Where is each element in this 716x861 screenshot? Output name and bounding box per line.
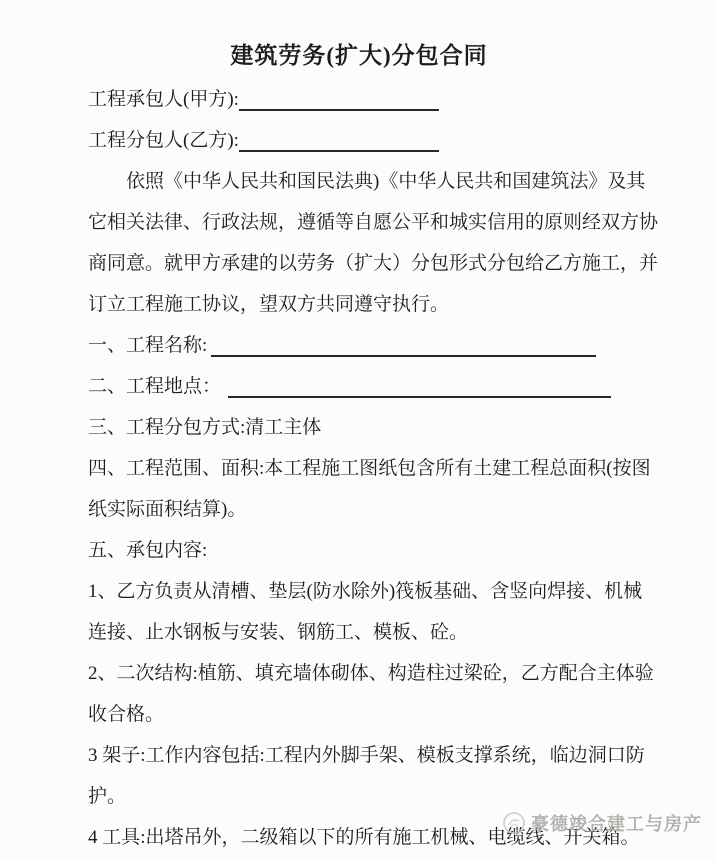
party-b-line xyxy=(88,120,630,161)
clause-scope-line: 四、工程范围、面积:本工程施工图纸包含所有土建工程总面积(按图 xyxy=(88,458,651,479)
party-a-blank-underline xyxy=(239,83,439,111)
clause-project-location-label: 二、工程地点： xyxy=(88,376,222,397)
clause-project-location xyxy=(88,366,630,407)
party-b-label: 工程分包人(乙方): xyxy=(88,130,239,151)
content-item-2-line: 2、二次结构:植筋、填充墙体砌体、构造柱过梁砼，乙方配合主体验 xyxy=(88,663,654,684)
content-item-4-line: 4 工具:出塔吊外，二级箱以下的所有施工机械、电缆线、开关箱。 xyxy=(88,827,640,848)
party-a-line xyxy=(88,79,630,120)
party-a-label: 工程承包人(甲方): xyxy=(88,89,239,110)
document-title: 建筑劳务(扩大)分包合同 xyxy=(230,43,488,68)
party-b-blank-underline xyxy=(239,124,439,152)
watermark-logo-icon xyxy=(502,811,526,835)
watermark-text: 豪德竣合建工与房产 xyxy=(531,814,702,834)
clause-project-name xyxy=(88,325,630,366)
preamble-line: 它相关法律、行政法规，遵循等自愿公平和城实信用的原则经双方协 xyxy=(88,212,659,233)
preamble-line: 订立工程施工协议，望双方共同遵守执行。 xyxy=(88,294,450,315)
content-item-3-line: 3 架子:工作内容包括:工程内外脚手架、模板支撑系统，临边洞口防 xyxy=(88,745,645,766)
clause-content-heading: 五、承包内容: xyxy=(88,540,208,561)
preamble-line: 商同意。就甲方承建的以劳务（扩大）分包形式分包给乙方施工，并 xyxy=(88,253,659,274)
clause-scope-line: 纸实际面积结算)。 xyxy=(88,499,247,520)
content-item-1-line: 连接、止水钢板与安装、钢筋工、模板、砼。 xyxy=(88,622,469,643)
project-name-blank-underline xyxy=(211,329,596,357)
clause-subcontract-method: 三、工程分包方式:清工主体 xyxy=(88,417,322,438)
content-item-1-line: 1、乙方负责从清槽、垫层(防水除外)筏板基础、含竖向焊接、机械 xyxy=(88,581,643,602)
clause-project-name-label: 一、工程名称: xyxy=(88,335,208,356)
project-location-blank-underline xyxy=(228,370,611,398)
content-item-3-line: 护。 xyxy=(88,786,127,807)
watermark xyxy=(502,810,702,836)
preamble-line: 依照《中华人民共和国民法典)《中华人民共和国建筑法》及其 xyxy=(126,171,646,192)
content-item-2-line: 收合格。 xyxy=(88,704,165,725)
